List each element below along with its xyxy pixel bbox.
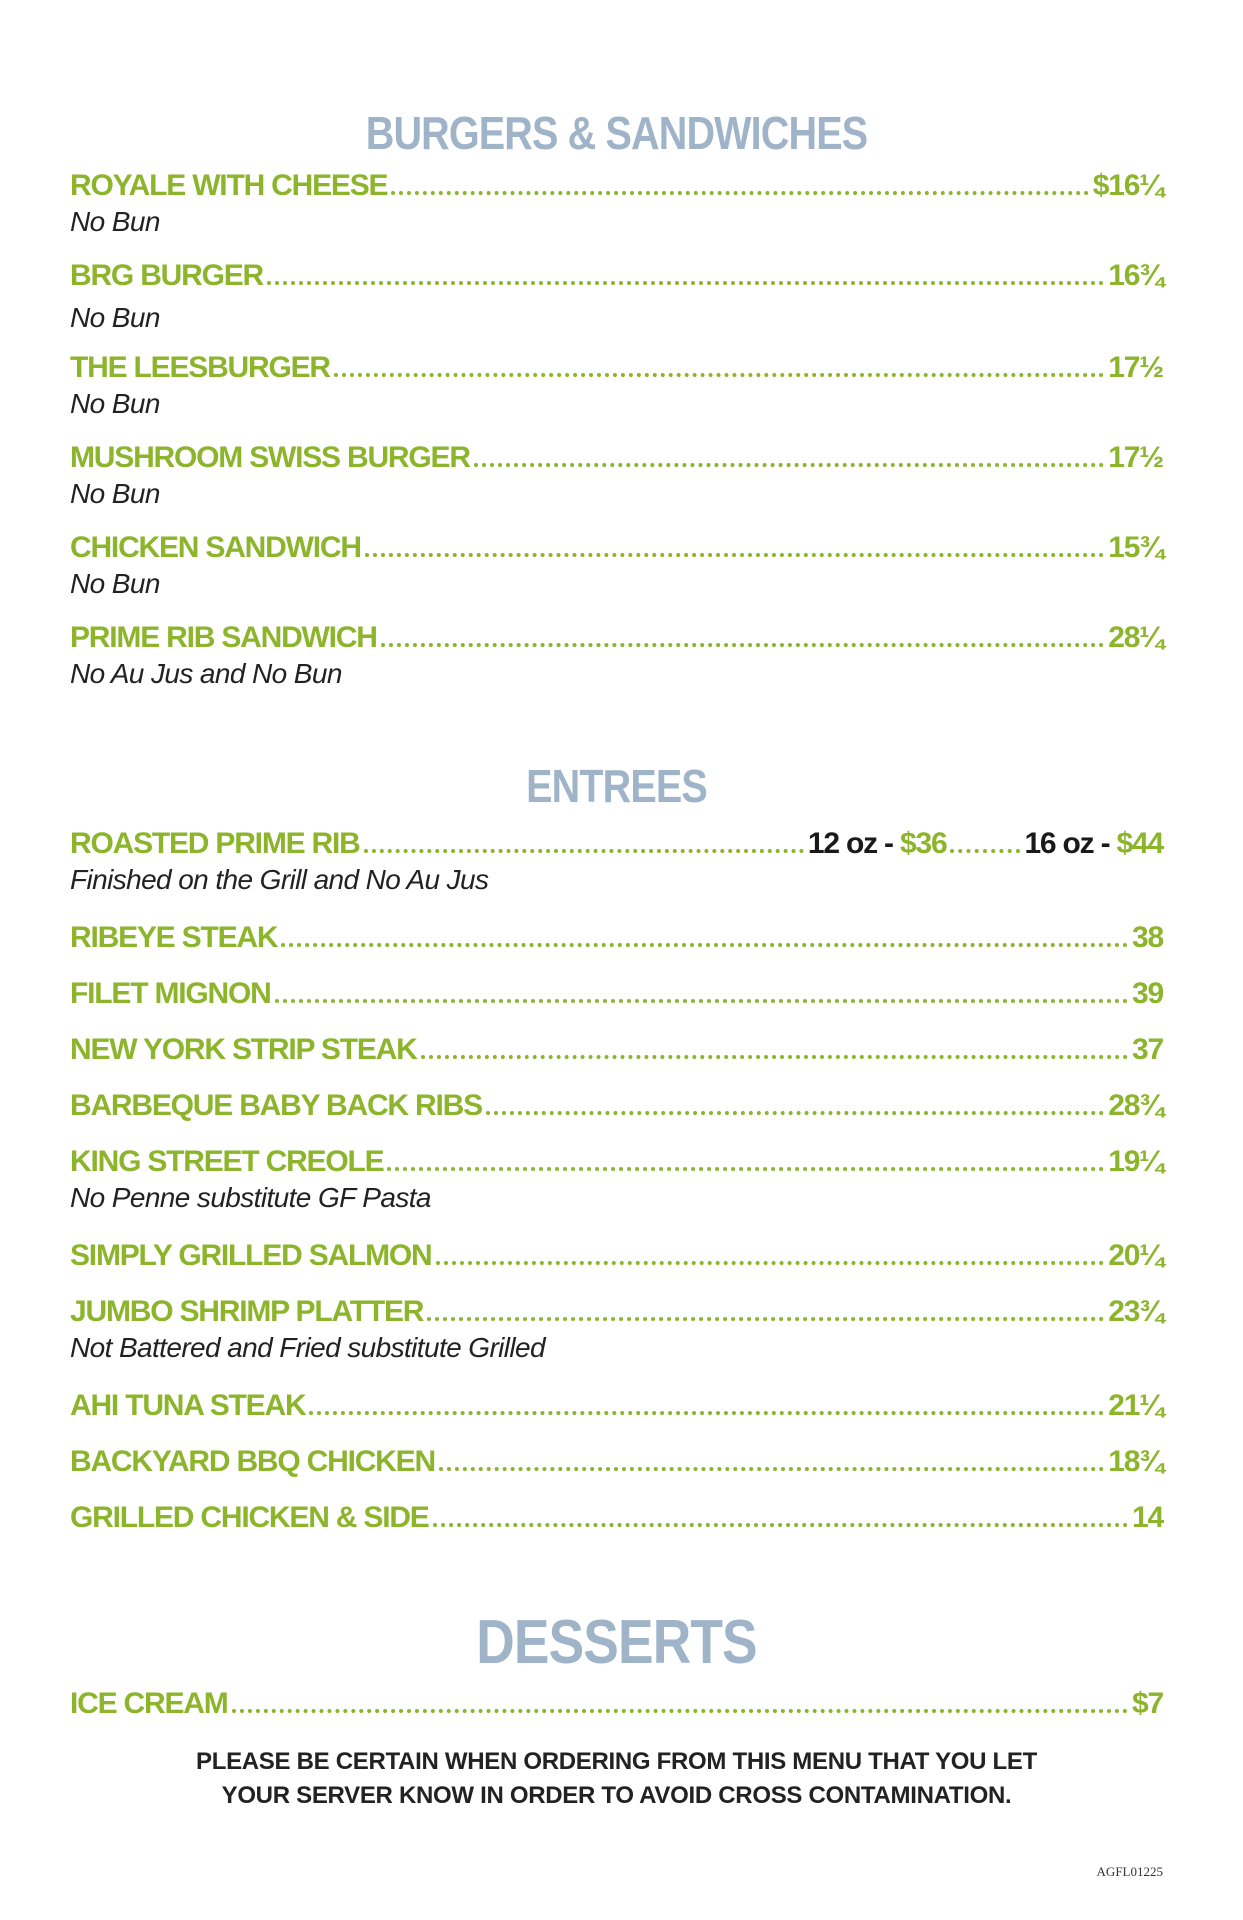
- item-price: 37: [1132, 1033, 1163, 1066]
- leader-dots: [267, 281, 1104, 285]
- leader-dots: [275, 999, 1128, 1003]
- leader-dots: [309, 1411, 1104, 1415]
- item-name: KING STREET CREOLE: [70, 1145, 384, 1178]
- section-title-burgers: BURGERS & SANDWICHES: [365, 107, 868, 159]
- item-name: MUSHROOM SWISS BURGER: [70, 441, 470, 474]
- burgers-list: [70, 168, 1163, 700]
- leader-dots: [474, 463, 1104, 467]
- leader-dots: [365, 553, 1104, 557]
- notice-line-1: PLEASE BE CERTAIN WHEN ORDERING FROM THIS MENU THAT YOU LET: [196, 1748, 1037, 1775]
- leader-dots: [436, 1261, 1105, 1265]
- menu-item: [70, 1088, 1163, 1144]
- leader-dots: [486, 1111, 1104, 1115]
- item-name: JUMBO SHRIMP PLATTER: [70, 1295, 424, 1328]
- item-note: Not Battered and Fried substitute Grilled: [70, 1332, 545, 1363]
- section-title-entrees: ENTREES: [526, 760, 707, 812]
- item-note: No Penne substitute GF Pasta: [70, 1182, 431, 1213]
- item-name: NEW YORK STRIP STEAK: [70, 1033, 417, 1066]
- menu-item: [70, 620, 1163, 700]
- item-price: 20¼: [1108, 1239, 1163, 1272]
- menu-item: [70, 1294, 1163, 1388]
- menu-item: [70, 920, 1163, 976]
- item-name: THE LEESBURGER: [70, 351, 330, 384]
- item-name: RIBEYE STEAK: [70, 921, 278, 954]
- menu-item-prime-rib: [70, 826, 1163, 920]
- item-price: 14: [1132, 1501, 1163, 1534]
- leader-dots: [950, 849, 1020, 853]
- item-price: $7: [1132, 1687, 1163, 1720]
- item-name: BACKYARD BBQ CHICKEN: [70, 1445, 435, 1478]
- item-name: FILET MIGNON: [70, 977, 271, 1010]
- size-16oz: 16 oz -: [1024, 827, 1117, 860]
- menu-item: [70, 168, 1163, 258]
- item-note: No Bun: [70, 478, 160, 509]
- menu-code: AGFL01225: [1096, 1864, 1163, 1879]
- item-price: 38: [1132, 921, 1163, 954]
- item-price: 28¾: [1108, 1089, 1163, 1122]
- item-price: 39: [1132, 977, 1163, 1010]
- section-title-desserts: DESSERTS: [476, 1608, 757, 1677]
- item-price: 17½: [1108, 441, 1163, 474]
- leader-dots: [232, 1709, 1128, 1713]
- leader-dots: [421, 1055, 1128, 1059]
- item-name: ICE CREAM: [70, 1687, 228, 1720]
- menu-item: [70, 258, 1163, 350]
- item-name: BARBEQUE BABY BACK RIBS: [70, 1089, 482, 1122]
- menu-item: [70, 1500, 1163, 1556]
- item-note: No Bun: [70, 568, 160, 599]
- item-price: 23¾: [1108, 1295, 1163, 1328]
- leader-dots: [427, 1317, 1104, 1321]
- menu-item: [70, 976, 1163, 1032]
- leader-dots: [281, 943, 1128, 947]
- desserts-list: [70, 1686, 1163, 1742]
- item-name: ROASTED PRIME RIB: [70, 827, 360, 860]
- menu-item: [70, 1388, 1163, 1444]
- item-name: SIMPLY GRILLED SALMON: [70, 1239, 432, 1272]
- item-note: No Bun: [70, 206, 160, 237]
- item-price: 28¼: [1108, 621, 1163, 654]
- leader-dots: [439, 1467, 1104, 1471]
- item-note: No Au Jus and No Bun: [70, 658, 342, 689]
- item-name: BRG BURGER: [70, 259, 264, 292]
- menu-item: [70, 1444, 1163, 1500]
- menu-item: [70, 1032, 1163, 1088]
- item-note: No Bun: [70, 302, 160, 333]
- leader-dots: [391, 191, 1088, 195]
- menu-item: [70, 440, 1163, 530]
- leader-dots: [381, 643, 1104, 647]
- item-name: AHI TUNA STEAK: [70, 1389, 306, 1422]
- item-price: 17½: [1108, 351, 1163, 384]
- menu-item: [70, 350, 1163, 440]
- menu-item: [70, 1686, 1163, 1742]
- item-note: Finished on the Grill and No Au Jus: [70, 864, 489, 895]
- item-price: 21¼: [1108, 1389, 1163, 1422]
- item-name: GRILLED CHICKEN & SIDE: [70, 1501, 429, 1534]
- leader-dots: [364, 849, 804, 853]
- item-price: $16¼: [1092, 169, 1163, 202]
- price-12oz: $36: [899, 827, 947, 860]
- leader-dots: [433, 1523, 1128, 1527]
- item-price: 19¼: [1108, 1145, 1163, 1178]
- size-12oz: 12 oz -: [807, 827, 900, 860]
- item-price: 15¾: [1108, 531, 1163, 564]
- menu-item: [70, 1144, 1163, 1238]
- item-price: 18¾: [1108, 1445, 1163, 1478]
- item-name: CHICKEN SANDWICH: [70, 531, 361, 564]
- entrees-list: [70, 826, 1163, 1556]
- price-16oz: $44: [1116, 827, 1163, 860]
- item-note: No Bun: [70, 388, 160, 419]
- item-name: PRIME RIB SANDWICH: [70, 621, 377, 654]
- cross-contamination-notice: [70, 1745, 1163, 1813]
- leader-dots: [334, 373, 1104, 377]
- menu-item: [70, 1238, 1163, 1294]
- item-price: 16¾: [1108, 259, 1163, 292]
- notice-line-2: YOUR SERVER KNOW IN ORDER TO AVOID CROSS CONTAMINATION.: [221, 1782, 1012, 1809]
- item-name: ROYALE WITH CHEESE: [70, 169, 388, 202]
- menu-item: [70, 530, 1163, 620]
- leader-dots: [387, 1167, 1104, 1171]
